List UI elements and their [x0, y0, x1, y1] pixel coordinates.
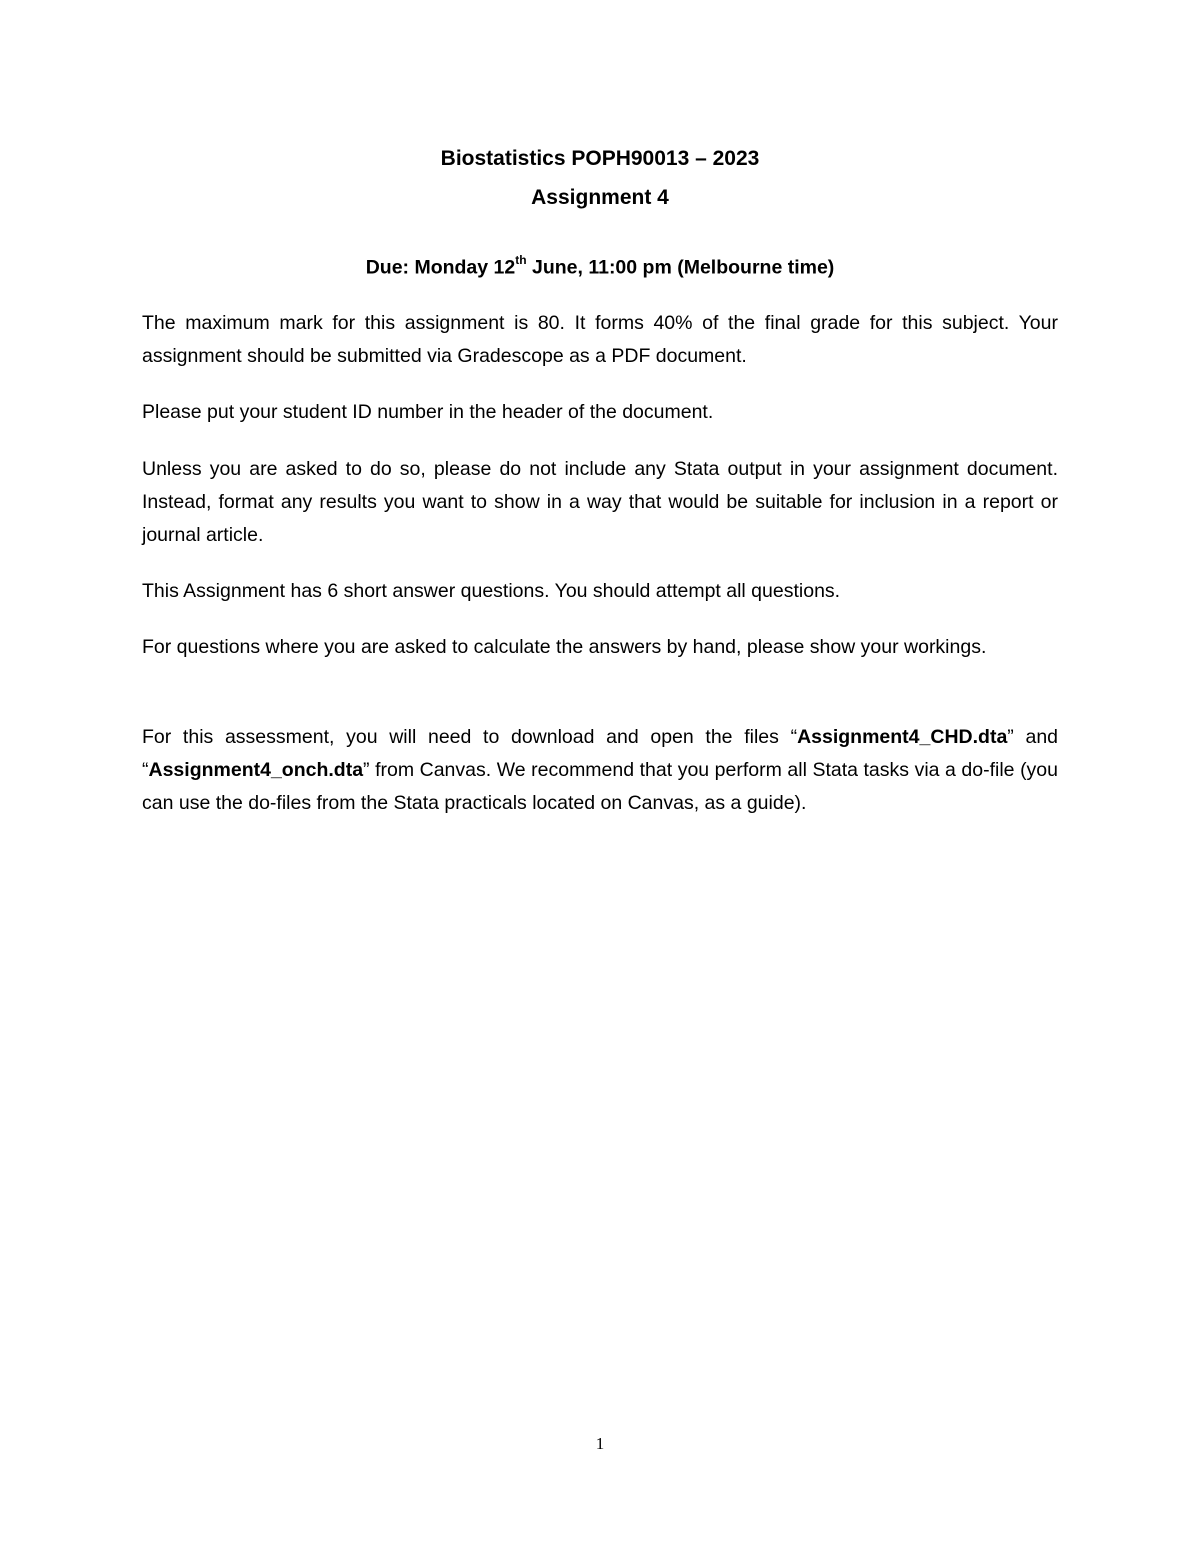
paragraph-data-files [142, 721, 1058, 820]
document-title: Biostatistics POPH90013 – 2023 [440, 147, 760, 170]
due-date-line [0, 255, 1200, 280]
data-files-text-a: For this assessment, you will need to download and open the files “ [142, 726, 798, 748]
paragraph-show-workings: For questions where you are asked to calculate the answers by hand, please show your workings. [142, 636, 987, 658]
due-date-suffix: June, 11:00 pm (Melbourne time) [526, 256, 835, 279]
data-files-text-b: ” and “ [142, 726, 1059, 781]
data-file-chd: Assignment4_CHD.dta [797, 726, 1008, 748]
due-date-prefix: Due: Monday 12 [365, 256, 516, 279]
due-date-ordinal: th [515, 253, 527, 267]
paragraph-student-id: Please put your student ID number in the header of the document. [142, 401, 714, 423]
assignment-subtitle: Assignment 4 [531, 186, 669, 209]
paragraph-stata-output: Unless you are asked to do so, please do not include any Stata output in your assignment document. Instead, format any results you want to show in a way that would be suitable for inclusion in a report or journal article. [142, 458, 1058, 546]
paragraph-maximum-mark: The maximum mark for this assignment is 80. It forms 40% of the final grade for this subject. Your assignment should be submitted via Gradescope as a PDF document. [142, 312, 1058, 367]
data-file-onch: Assignment4_onch.dta [148, 759, 364, 781]
paragraph-question-count: This Assignment has 6 short answer questions. You should attempt all questions. [142, 580, 841, 602]
data-files-text-c: ” from Canvas. We recommend that you perform all Stata tasks via a do-file (you can use the do-files from the Stata practicals located on Canvas, as a guide). [142, 759, 1058, 814]
page-number: 1 [595, 1434, 605, 1453]
